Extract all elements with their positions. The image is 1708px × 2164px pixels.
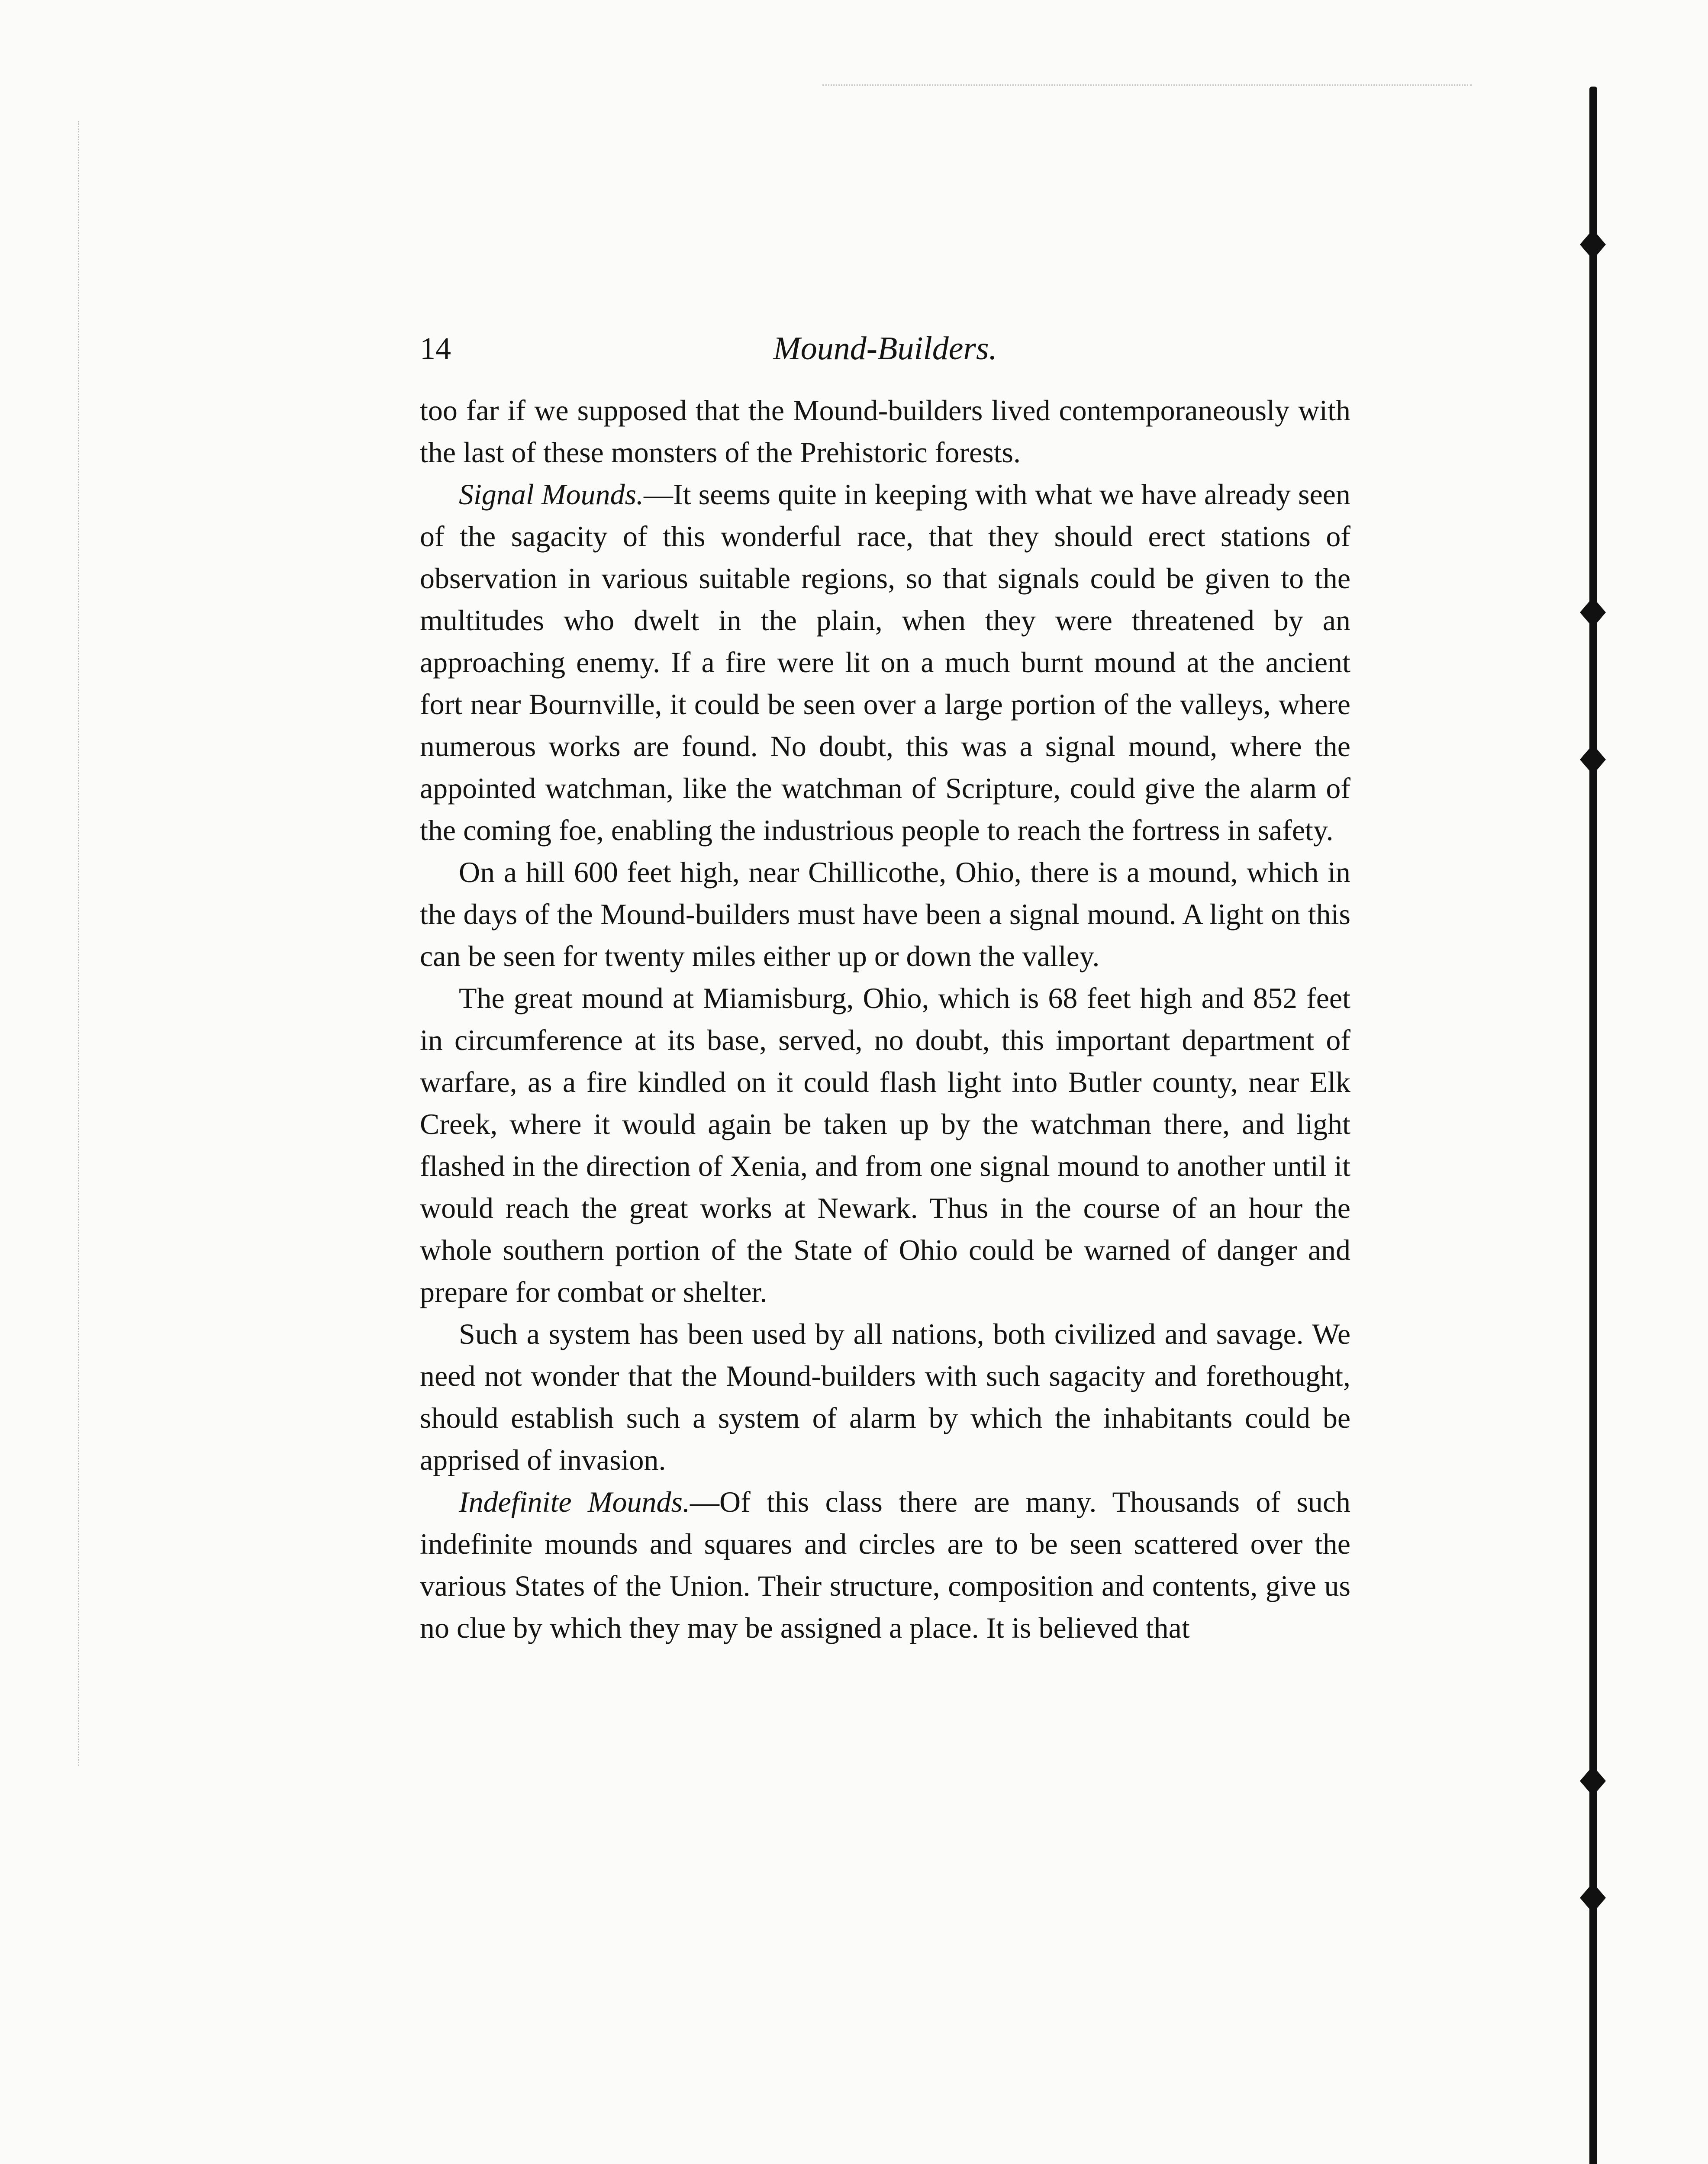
- section-term: Indefinite Mounds.: [459, 1485, 690, 1518]
- paragraph-signal-mounds: [420, 473, 1350, 851]
- paragraph: too far if we supposed that the Mound-builders lived contemporaneously with the last of these monsters of the Prehistoric forests.: [420, 394, 1350, 469]
- left-edge-marks: [78, 121, 97, 1766]
- page-header: [420, 322, 1350, 379]
- paragraph-text: —It seems quite in keeping with what we have already seen of the sagacity of this wonderful race, that they should erect stations of observation in various suitable regions, so that signals could be given to the multitudes who dwelt in the plain, when they were threatened by an approaching enemy. If a fire were lit on a much burnt mound at the ancient fort near Bournville, it could be seen over a large portion of the valleys, where numerous works are found. No doubt, this was a signal mound, where the appointed watchman, like the watchman of Scripture, could give the alarm of the coming foe, enabling the industrious people to reach the fortress in safety.: [420, 478, 1350, 847]
- paragraph-indefinite-mounds: [420, 1481, 1350, 1649]
- binding-knot: [1580, 1766, 1606, 1796]
- paragraph-text: —Of this class there are many. Thousands of such indefinite mounds and squares and circles are to be seen scattered over the various States of the Union. Their structure, composition and contents, give us no clue by which they may be assigned a place. It is believed that: [420, 1485, 1351, 1644]
- top-edge-marks: [822, 84, 1472, 86]
- body-text: [420, 390, 1350, 1649]
- binding-knot: [1580, 1883, 1606, 1913]
- page-number: 14: [420, 331, 451, 366]
- running-title: Mound-Builders.: [773, 330, 997, 367]
- paragraph: On a hill 600 feet high, near Chillicothe, Ohio, there is a mound, which in the days of the Mound-builders must have been a signal mound. A light on this can be seen for twenty miles either up or down the valley.: [420, 856, 1350, 973]
- binding-edge: [1580, 87, 1606, 2164]
- paragraph: Such a system has been used by all nations, both civilized and savage. We need not wonder that the Mound-builders with such sagacity and forethought, should establish such a system of alarm by which the inhabitants could be apprised of invasion.: [420, 1317, 1350, 1476]
- binding-knot: [1580, 597, 1606, 628]
- binding-knot: [1580, 229, 1606, 260]
- section-term: Signal Mounds.: [459, 478, 644, 511]
- binding-spine: [1589, 87, 1597, 2164]
- binding-knot: [1580, 744, 1606, 775]
- paragraph: The great mound at Miamisburg, Ohio, which is 68 feet high and 852 feet in circumference at its base, served, no doubt, this important department of warfare, as a fire kindled on it could flash light into Butler county, near Elk Creek, where it would again be taken up by the watchman there, and light flashed in the direction of Xenia, and from one signal mound to another until it would reach the great works at Newark. Thus in the course of an hour the whole southern portion of the State of Ohio could be warned of danger and prepare for combat or shelter.: [420, 982, 1350, 1308]
